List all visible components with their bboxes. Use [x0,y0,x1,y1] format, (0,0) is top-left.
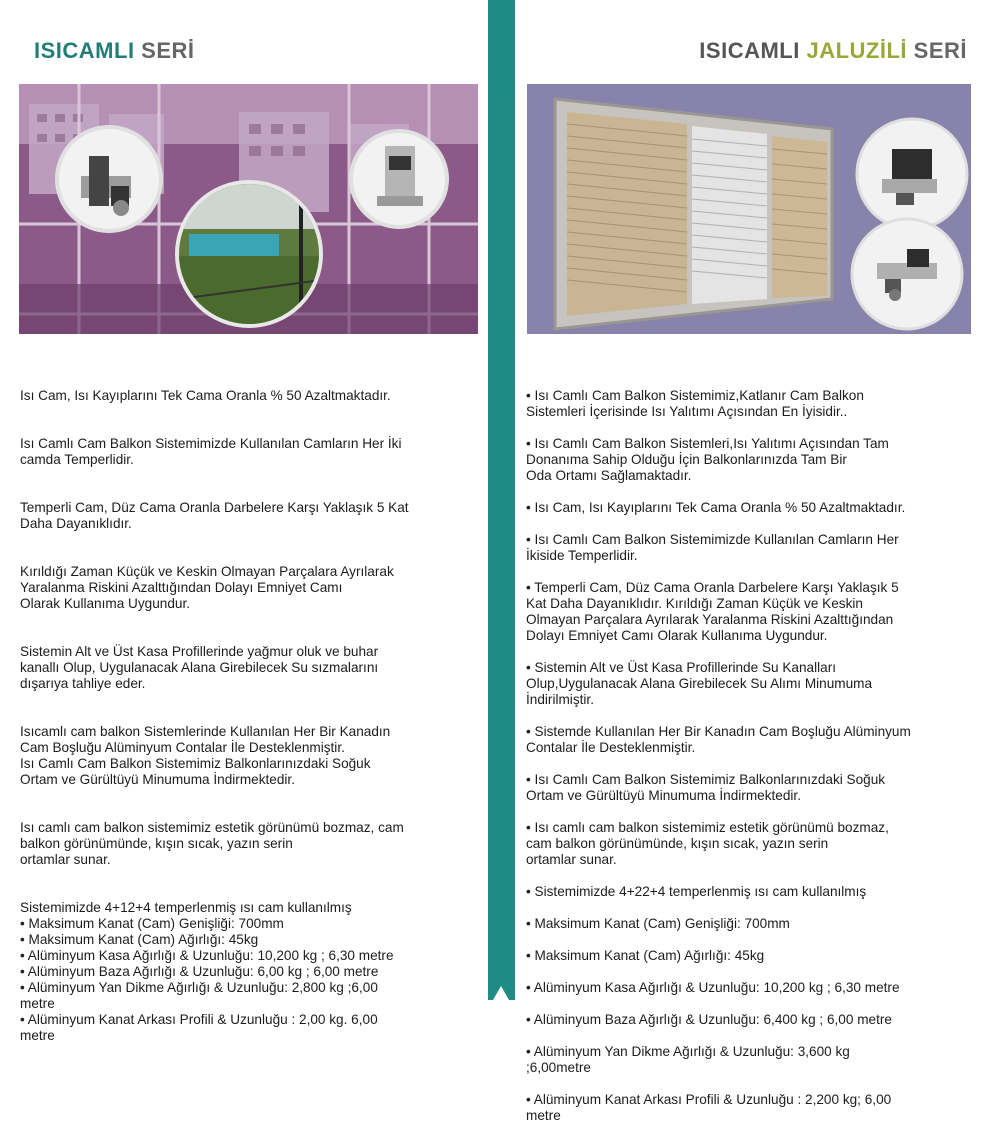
right-description [526,372,982,1140]
right-bullet: • Isı Camlı Cam Balkon Sistemimiz,Katlanır Cam Balkon Sistemleri İçerisinde Isı Yalıtımı Açısından En İyisidir.. [526,388,864,419]
left-description [20,372,478,1076]
left-paragraph: Sistemin Alt ve Üst Kasa Profillerinde yağmur oluk ve buhar kanallı Olup, Uygulanacak Alana Girebilecek Su sızmalarını dışarıya tahliye eder. [20,644,379,691]
right-bullet: • Isı Camlı Cam Balkon Sistemimiz Balkonlarınızdaki Soğuk Ortam ve Gürültüyü Minumuma İndirmektedir. [526,772,886,803]
divider-arrow-icon [493,986,509,1000]
right-bullet: • Alüminyum Yan Dikme Ağırlığı & Uzunluğu: 3,600 kg ;6,00metre [526,1044,850,1075]
left-paragraph: Kırıldığı Zaman Küçük ve Keskin Olmayan Parçalara Ayrılarak Yaralanma Riskini Azalttığından Dolayı Emniyet Camı Olarak Kullanıma Uygundur. [20,564,394,611]
right-bullet: • Sistemde Kullanılan Her Bir Kanadın Cam Boşluğu Alüminyum Contalar İle Desteklenmiştir. [526,724,911,755]
left-balcony-photo [19,84,478,334]
right-photo-illustration [527,84,971,334]
right-bullet: • Sistemimizde 4+22+4 temperlenmiş ısı cam kullanılmış [526,884,867,899]
left-paragraph: Temperli Cam, Düz Cama Oranla Darbelere Karşı Yaklaşık 5 Kat Daha Dayanıklıdır. [20,500,409,531]
right-title-part1: ISICAMLI [699,38,807,63]
right-bullet: • Alüminyum Kasa Ağırlığı & Uzunluğu: 10,200 kg ; 6,30 metre [526,980,900,995]
right-bullet: • Isı Cam, Isı Kayıplarını Tek Cama Oranla % 50 Azaltmaktadır. [526,500,906,515]
right-title-part2: JALUZİLİ [806,38,908,63]
right-series-title [699,38,967,64]
left-specs: Sistemimizde 4+12+4 temperlenmiş ısı cam kullanılmış • Maksimum Kanat (Cam) Genişliği: 700mm • Maksimum Kanat (Cam) Ağırlığı: 45kg • Alüminyum Kasa Ağırlığı & Uzunluğu: 10,200 kg ; 6,30 metre • Alüminyum Baza Ağırlığı & Uzunluğu: 6,00 kg ; 6,00 metre • Alüminyum Yan Dikme Ağırlığı & Uzunluğu: 2,800 kg ;6,00 metre • Alüminyum Kanat Arkası Profili & Uzunluğu : 2,00 kg. 6,00 metre [20,900,394,1043]
right-bullet: • Temperli Cam, Düz Cama Oranla Darbelere Karşı Yaklaşık 5 Kat Daha Dayanıklıdır. Kırıldığı Zaman Küçük ve Keskin Olmayan Parçalara Ayrılarak Yaralanma Riskini Azalttığından Dolayı Emniyet Camı Olarak Kullanıma Uygundur. [526,580,899,643]
right-bullet: • Maksimum Kanat (Cam) Ağırlığı: 45kg [526,948,765,963]
right-bullet: • Isı Camlı Cam Balkon Sistemleri,Isı Yalıtımı Açısından Tam Donanıma Sahip Olduğu İçin Balkonlarınızda Tam Bir Oda Ortamı Sağlamaktadır. [526,436,889,483]
center-divider [488,0,515,1000]
right-bullet: • Alüminyum Kanat Arkası Profili & Uzunluğu : 2,200 kg; 6,00 metre [526,1092,892,1123]
left-paragraph: Isı camlı cam balkon sistemimiz estetik görünümü bozmaz, cam balkon görünümünde, kışın sıcak, yazın serin ortamlar sunar. [20,820,404,867]
right-bullet: • Maksimum Kanat (Cam) Genişliği: 700mm [526,916,790,931]
right-bullet: • Isı Camlı Cam Balkon Sistemimizde Kullanılan Camların Her İkiside Temperlidir. [526,532,899,563]
right-bullet: • Sistemin Alt ve Üst Kasa Profillerinde Su Kanalları Olup,Uygulanacak Alana Girebilecek Su Alımı Minumuma İndirilmiştir. [526,660,873,707]
left-photo-illustration [19,84,478,334]
left-paragraph: Isı Camlı Cam Balkon Sistemimizde Kullanılan Camların Her İki camda Temperlidir. [20,436,402,467]
right-bullet: • Alüminyum Baza Ağırlığı & Uzunluğu: 6,400 kg ; 6,00 metre [526,1012,892,1027]
left-title-part2: SERİ [141,38,195,63]
right-bullet: • Isı camlı cam balkon sistemimiz estetik görünümü bozmaz, cam balkon görünümünde, kışın sıcak, yazın serin ortamlar sunar. [526,820,889,867]
right-balcony-photo [527,84,971,334]
left-title-part1: ISICAMLI [34,38,142,63]
left-paragraph: Isı Cam, Isı Kayıplarını Tek Cama Oranla % 50 Azaltmaktadır. [20,388,391,403]
left-paragraph: Isıcamlı cam balkon Sistemlerinde Kullanılan Her Bir Kanadın Cam Boşluğu Alüminyum Contalar İle Desteklenmiştir. Isı Camlı Cam Balkon Sistemimiz Balkonlarınızdaki Soğuk Ortam ve Gürültüyü Minumuma İndirmektedir. [20,724,391,787]
right-title-part3: SERİ [907,38,967,63]
left-series-title [34,38,195,64]
